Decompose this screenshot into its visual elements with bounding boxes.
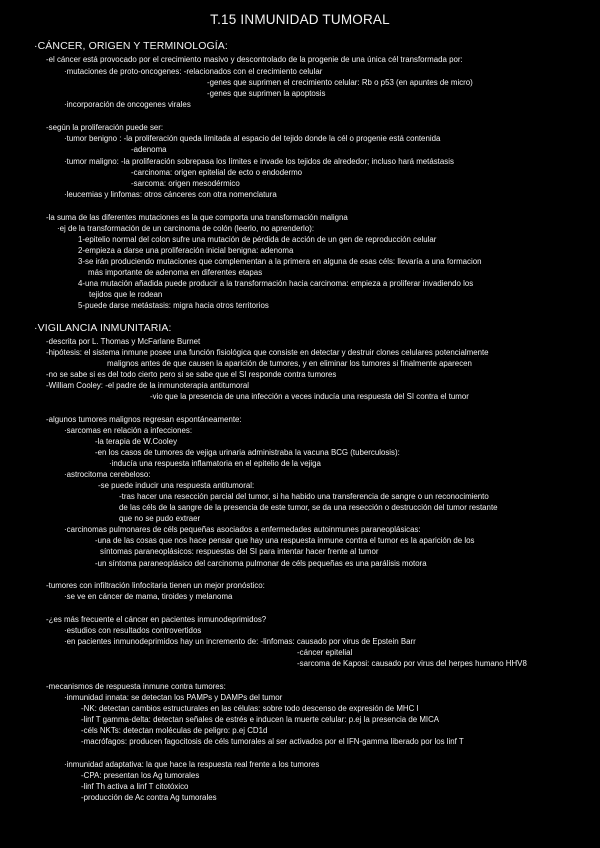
- text-line: -genes que suprimen la apoptosis: [207, 89, 326, 98]
- text-line: -linf T gamma-delta: detectan señales de estrés e inducen la muerte celular: p.ej la presencia de MICA: [81, 715, 440, 724]
- text-line: -tumores con infiltración linfocitaria tienen un mejor pronóstico:: [46, 581, 265, 590]
- text-line: de las céls de la sangre de la presencia de este tumor, se da una resección o destrucción del tumor restante: [119, 503, 498, 512]
- text-line: -macrófagos: producen fagocitosis de céls tumorales al ser activados por el IFN-gamma liberado por los linf T: [81, 737, 464, 746]
- text-line: -tras hacer una resección parcial del tumor, si ha habido una transferencia de sangre o un reconocimiento: [119, 492, 489, 501]
- text-line: -en los casos de tumores de vejiga urinaria administraba la vacuna BCG (tuberculosis):: [95, 448, 400, 457]
- text-line: ·inmunidad adaptativa: la que hace la respuesta real frente a los tumores: [64, 760, 320, 769]
- text-line: -¿es más frecuente el cáncer en pacientes inmunodeprimidos?: [46, 615, 267, 624]
- text-line: -CPA: presentan los Ag tumorales: [81, 771, 200, 780]
- text-line: -céls NKTs: detectan moléculas de peligro: p.ej CD1d: [81, 726, 268, 735]
- text-line: 1-epitelio normal del colon sufre una mutación de pérdida de acción de un gen de reproducción celular: [78, 235, 437, 244]
- text-line: ·incorporación de oncogenes virales: [64, 100, 191, 109]
- text-line: -carcinoma: origen epitelial de ecto o endodermo: [131, 168, 303, 177]
- text-line: -NK: detectan cambios estructurales en las células: sobre todo descenso de expresión de MHC I: [81, 704, 419, 713]
- text-line: -mecanismos de respuesta inmune contra tumores:: [46, 682, 226, 691]
- text-line: tejidos que le rodean: [89, 290, 163, 299]
- text-line: ·carcinomas pulmonares de céls pequeñas asociados a enfermedades autoinmunes paraneoplásicas:: [64, 525, 421, 534]
- text-line: -adenoma: [131, 145, 167, 154]
- text-line: -producción de Ac contra Ag tumorales: [81, 793, 217, 802]
- text-line: ·tumor benigno : -la proliferación queda limitada al espacio del tejido donde la cél o progenie está contenida: [64, 134, 441, 143]
- text-line: síntomas paraneoplásicos: respuestas del SI para intentar hacer frente al tumor: [100, 547, 379, 556]
- text-line: ·inmunidad innata: se detectan los PAMPs y DAMPs del tumor: [64, 693, 283, 702]
- text-line: -una de las cosas que nos hace pensar que hay una respuesta inmune contra el tumor es la aparición de los: [95, 536, 475, 545]
- section-heading-vigilancia: ·VIGILANCIA INMUNITARIA:: [34, 322, 172, 334]
- text-line: -la suma de las diferentes mutaciones es la que comporta una transformación maligna: [46, 213, 348, 222]
- text-line: -William Cooley: -el padre de la inmunoterapia antitumoral: [46, 381, 250, 390]
- text-line: -descrita por L. Thomas y McFarlane Burnet: [46, 337, 201, 346]
- text-line: ·leucemias y linfomas: otros cánceres con otra nomenclatura: [64, 190, 277, 199]
- text-line: ·sarcomas en relación a infecciones:: [64, 426, 193, 435]
- text-line: -sarcoma: origen mesodérmico: [131, 179, 240, 188]
- text-line: -se puede inducir una respuesta antitumoral:: [98, 481, 255, 490]
- text-line: 4-una mutación añadida puede producir a la transformación hacia carcinoma: empieza a proliferar invadiendo los: [78, 279, 474, 288]
- text-line: que no se pudo extraer: [119, 514, 201, 523]
- text-line: 5-puede darse metástasis: migra hacia otros territorios: [78, 301, 269, 310]
- text-line: -linf Th activa a linf T citotóxico: [81, 782, 189, 791]
- text-line: -según la proliferación puede ser:: [46, 123, 164, 132]
- text-line: -no se sabe si es del todo cierto pero si se sabe que el SI responde contra tumores: [46, 370, 337, 379]
- text-line: -la terapia de W.Cooley: [95, 437, 178, 446]
- section-heading-cancer: ·CÁNCER, ORIGEN Y TERMINOLOGÍA:: [34, 40, 228, 52]
- text-line: 2-empieza a darse una proliferación inicial benigna: adenoma: [78, 246, 294, 255]
- text-line: -hipótesis: el sistema inmune posee una función fisiológica que consiste en detectar y destruir clones celulares potencialmente: [46, 348, 489, 357]
- text-line: ·ej de la transformación de un carcinoma de colón (leerlo, no aprenderlo):: [57, 224, 315, 233]
- text-line: -cáncer epitelial: [297, 648, 353, 657]
- text-line: ·estudios con resultados controvertidos: [64, 626, 202, 635]
- text-line: -genes que suprimen el crecimiento celular: Rb o p53 (en apuntes de micro): [207, 78, 473, 87]
- text-line: ·mutaciones de proto-oncogenes: -relacionados con el crecimiento celular: [64, 67, 323, 76]
- text-line: ·en pacientes inmunodeprimidos hay un incremento de: -linfomas: causado por virus de Epstein Barr: [64, 637, 416, 646]
- text-line: ·inducía una respuesta inflamatoria en el epitelio de la vejiga: [109, 459, 321, 468]
- text-line: más importante de adenoma en diferentes etapas: [88, 268, 263, 277]
- text-line: -vio que la presencia de una infección a veces inducía una respuesta del SI contra el tumor: [150, 392, 469, 401]
- text-line: -el cáncer está provocado por el crecimiento masivo y descontrolado de la progenie de una única cél transformada por:: [46, 55, 463, 64]
- text-line: -algunos tumores malignos regresan espontáneamente:: [46, 415, 242, 424]
- text-line: ·tumor maligno: -la proliferación sobrepasa los límites e invade los tejidos de alrededor; incluso hará metástasis: [64, 157, 454, 166]
- text-line: -un síntoma paraneoplásico del carcinoma pulmonar de céls pequeñas es una parálisis motora: [95, 559, 427, 568]
- text-line: malignos antes de que causen la aparición de tumores, y en eliminar los tumores si finalmente aparecen: [107, 359, 472, 368]
- page-title: T.15 INMUNIDAD TUMORAL: [210, 12, 390, 27]
- text-line: ·se ve en cáncer de mama, tiroides y melanoma: [64, 592, 233, 601]
- text-line: -sarcoma de Kaposi: causado por virus del herpes humano HHV8: [297, 659, 527, 668]
- text-line: ·astrocitoma cerebeloso:: [64, 470, 151, 479]
- text-line: 3-se irán produciendo mutaciones que complementan a la primera en alguna de esas céls: llevaría a una formacion: [78, 257, 482, 266]
